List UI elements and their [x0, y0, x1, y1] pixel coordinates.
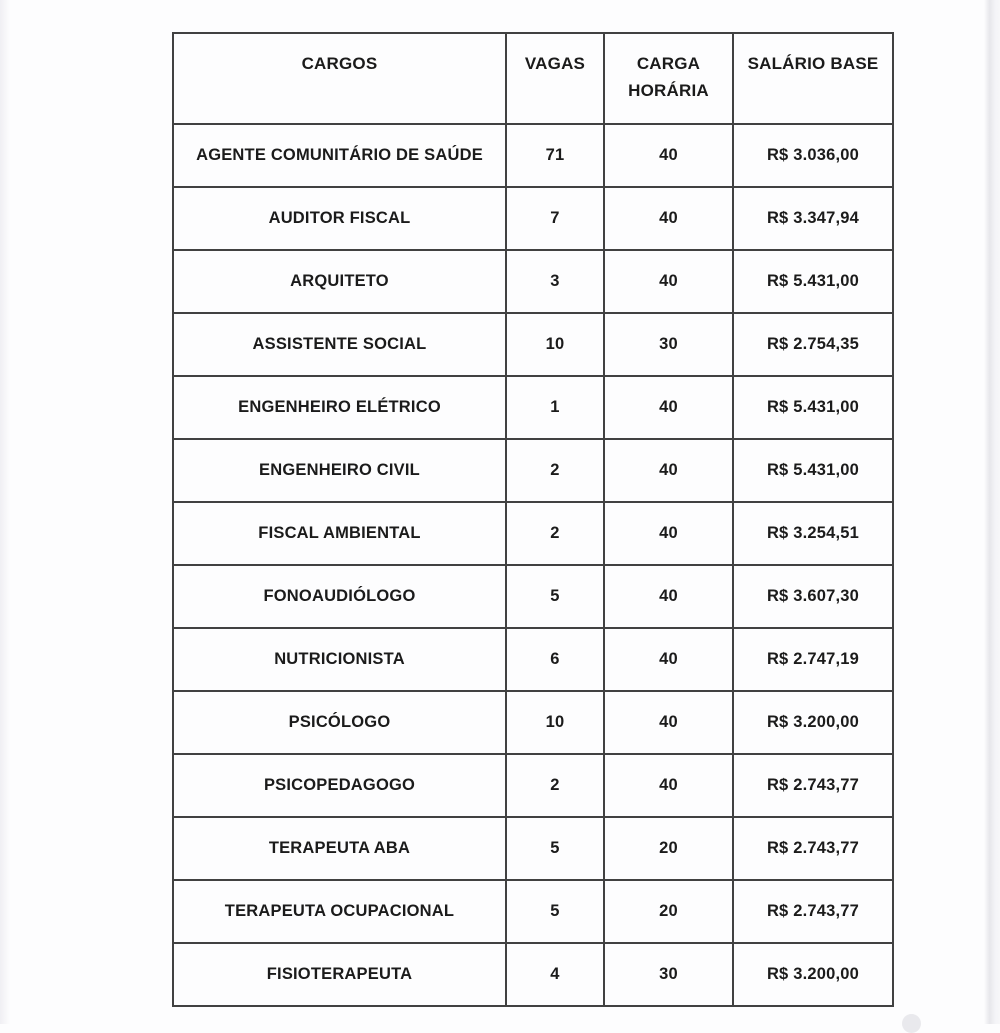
cell-cargo: TERAPEUTA ABA [173, 817, 506, 880]
scan-edge-left [0, 0, 10, 1024]
cell-vagas: 71 [506, 124, 604, 187]
cell-carga-horaria: 40 [604, 565, 733, 628]
cell-cargo: FISIOTERAPEUTA [173, 943, 506, 1006]
table-row [173, 187, 893, 250]
table-row [173, 124, 893, 187]
cell-salario-base: R$ 3.254,51 [733, 502, 893, 565]
table-body [173, 124, 893, 1006]
cell-carga-horaria: 40 [604, 754, 733, 817]
table-row [173, 250, 893, 313]
cell-vagas: 4 [506, 943, 604, 1006]
cell-carga-horaria: 30 [604, 313, 733, 376]
cell-salario-base: R$ 3.200,00 [733, 943, 893, 1006]
cell-salario-base: R$ 5.431,00 [733, 376, 893, 439]
cell-carga-horaria: 20 [604, 880, 733, 943]
cell-salario-base: R$ 5.431,00 [733, 439, 893, 502]
cell-carga-horaria: 40 [604, 502, 733, 565]
cell-cargo: PSICOPEDAGOGO [173, 754, 506, 817]
cell-salario-base: R$ 2.743,77 [733, 754, 893, 817]
cell-vagas: 3 [506, 250, 604, 313]
cell-carga-horaria: 30 [604, 943, 733, 1006]
table-row [173, 817, 893, 880]
table-row [173, 754, 893, 817]
cell-salario-base: R$ 5.431,00 [733, 250, 893, 313]
cell-salario-base: R$ 3.200,00 [733, 691, 893, 754]
cell-salario-base: R$ 2.747,19 [733, 628, 893, 691]
cell-cargo: PSICÓLOGO [173, 691, 506, 754]
table-row [173, 943, 893, 1006]
cell-cargo: FONOAUDIÓLOGO [173, 565, 506, 628]
cell-cargo: TERAPEUTA OCUPACIONAL [173, 880, 506, 943]
scan-edge-right [984, 0, 1000, 1024]
cell-cargo: ASSISTENTE SOCIAL [173, 313, 506, 376]
column-header-salario-base: SALÁRIO BASE [733, 33, 893, 124]
cell-salario-base: R$ 3.036,00 [733, 124, 893, 187]
column-header-carga-horaria: CARGA HORÁRIA [604, 33, 733, 124]
cell-vagas: 2 [506, 439, 604, 502]
cell-carga-horaria: 40 [604, 691, 733, 754]
cell-carga-horaria: 40 [604, 628, 733, 691]
cell-carga-horaria: 40 [604, 187, 733, 250]
cell-salario-base: R$ 2.743,77 [733, 880, 893, 943]
cell-vagas: 5 [506, 817, 604, 880]
column-header-cargos: CARGOS [173, 33, 506, 124]
cargos-table [172, 32, 894, 1007]
table-row [173, 880, 893, 943]
table-row [173, 628, 893, 691]
cell-cargo: AGENTE COMUNITÁRIO DE SAÚDE [173, 124, 506, 187]
table-row [173, 502, 893, 565]
cell-salario-base: R$ 2.754,35 [733, 313, 893, 376]
cell-vagas: 7 [506, 187, 604, 250]
cell-vagas: 1 [506, 376, 604, 439]
cell-cargo: AUDITOR FISCAL [173, 187, 506, 250]
cell-carga-horaria: 40 [604, 124, 733, 187]
column-header-vagas: VAGAS [506, 33, 604, 124]
cell-carga-horaria: 40 [604, 439, 733, 502]
cell-vagas: 6 [506, 628, 604, 691]
cell-vagas: 10 [506, 691, 604, 754]
cell-carga-horaria: 40 [604, 250, 733, 313]
cell-vagas: 2 [506, 754, 604, 817]
table-row [173, 565, 893, 628]
cell-cargo: FISCAL AMBIENTAL [173, 502, 506, 565]
cell-vagas: 5 [506, 880, 604, 943]
cell-carga-horaria: 20 [604, 817, 733, 880]
table-row [173, 376, 893, 439]
cell-cargo: ARQUITETO [173, 250, 506, 313]
cell-cargo: NUTRICIONISTA [173, 628, 506, 691]
cell-vagas: 2 [506, 502, 604, 565]
cell-carga-horaria: 40 [604, 376, 733, 439]
cell-salario-base: R$ 2.743,77 [733, 817, 893, 880]
cell-salario-base: R$ 3.607,30 [733, 565, 893, 628]
cell-vagas: 10 [506, 313, 604, 376]
table-row [173, 313, 893, 376]
table-header-row [173, 33, 893, 124]
table-row [173, 439, 893, 502]
cell-salario-base: R$ 3.347,94 [733, 187, 893, 250]
cell-cargo: ENGENHEIRO ELÉTRICO [173, 376, 506, 439]
table-row [173, 691, 893, 754]
cell-vagas: 5 [506, 565, 604, 628]
cell-cargo: ENGENHEIRO CIVIL [173, 439, 506, 502]
